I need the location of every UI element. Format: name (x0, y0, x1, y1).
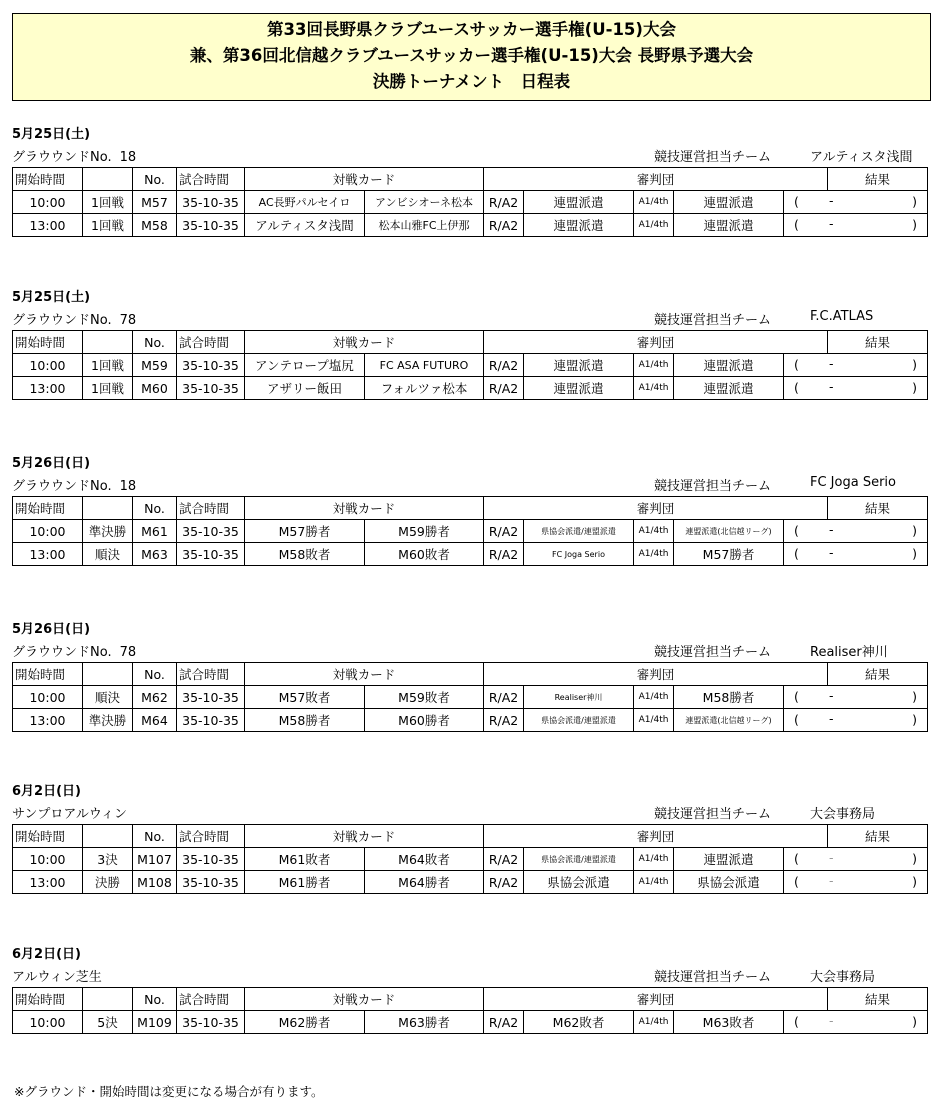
operating-team-name: アルティスタ浅間 (810, 150, 913, 165)
referee-primary: Realiser神川 (524, 686, 634, 709)
header-round (83, 988, 133, 1011)
referee-secondary: M57勝者 (674, 543, 784, 566)
ground-label: グラウウンドNo. (12, 479, 112, 494)
operating-team-label: 競技運営担当チーム (654, 479, 772, 494)
referee-secondary: 連盟派遣 (674, 377, 784, 400)
ra2-label: R/A2 (484, 543, 524, 566)
match-no: M61 (133, 520, 177, 543)
header-no: No. (133, 331, 177, 354)
result-open-paren: ( (794, 194, 799, 209)
header-round (83, 825, 133, 848)
result-score (784, 871, 928, 894)
header-duration: 試合時間 (177, 168, 245, 191)
header-duration: 試合時間 (177, 497, 245, 520)
match-duration: 35-10-35 (177, 191, 245, 214)
ground-info (12, 146, 136, 165)
away-team: M64敗者 (365, 848, 484, 871)
round: 順決 (83, 686, 133, 709)
referee-primary: 県協会派遣/連盟派遣 (524, 520, 634, 543)
referee-secondary: 連盟派遣 (674, 354, 784, 377)
home-team: AC長野パルセイロ (245, 191, 365, 214)
header-start-time: 開始時間 (13, 168, 83, 191)
referee-secondary: 連盟派遣(北信越リーグ) (674, 709, 784, 732)
match-no: M109 (133, 1011, 177, 1034)
result-open-paren: ( (794, 1014, 799, 1029)
header-start-time: 開始時間 (13, 825, 83, 848)
match-duration: 35-10-35 (177, 543, 245, 566)
ra2-label: R/A2 (484, 377, 524, 400)
result-score (784, 848, 928, 871)
referee-primary: 連盟派遣 (524, 354, 634, 377)
match-duration: 35-10-35 (177, 354, 245, 377)
section-date: 5月26日(日) (12, 622, 91, 637)
a14-label: A1/4th (634, 709, 674, 732)
away-team: M59敗者 (365, 686, 484, 709)
operating-team-info (654, 309, 874, 328)
schedule-table (12, 330, 928, 400)
a14-label: A1/4th (634, 520, 674, 543)
table-header-row (13, 988, 928, 1011)
header-round (83, 663, 133, 686)
start-time: 10:00 (13, 520, 83, 543)
match-duration: 35-10-35 (177, 377, 245, 400)
a14-label: A1/4th (634, 686, 674, 709)
result-separator: - (829, 1013, 834, 1028)
referee-secondary: 連盟派遣 (674, 214, 784, 237)
operating-team-label: 競技運営担当チーム (654, 150, 772, 165)
referee-secondary: 連盟派遣(北信越リーグ) (674, 520, 784, 543)
header-result: 結果 (828, 168, 928, 191)
round: 順決 (83, 543, 133, 566)
ra2-label: R/A2 (484, 354, 524, 377)
table-row (13, 686, 928, 709)
table-header-row (13, 331, 928, 354)
match-no: M59 (133, 354, 177, 377)
ra2-label: R/A2 (484, 709, 524, 732)
round: 決勝 (83, 871, 133, 894)
section-date: 5月25日(土) (12, 290, 91, 305)
header-referees: 審判団 (484, 663, 828, 686)
referee-primary: M62敗者 (524, 1011, 634, 1034)
table-row (13, 848, 928, 871)
home-team: M61勝者 (245, 871, 365, 894)
result-score (784, 354, 928, 377)
referee-primary: 県協会派遣/連盟派遣 (524, 848, 634, 871)
home-team: M61敗者 (245, 848, 365, 871)
result-score (784, 543, 928, 566)
match-no: M62 (133, 686, 177, 709)
match-no: M108 (133, 871, 177, 894)
schedule-table (12, 167, 928, 237)
result-open-paren: ( (794, 357, 799, 372)
home-team: アルティスタ浅間 (245, 214, 365, 237)
header-no: No. (133, 663, 177, 686)
home-team: アザリー飯田 (245, 377, 365, 400)
header-start-time: 開始時間 (13, 331, 83, 354)
operating-team-info (654, 966, 876, 985)
round: 準決勝 (83, 709, 133, 732)
away-team: M60勝者 (365, 709, 484, 732)
result-close-paren: ) (912, 874, 918, 889)
a14-label: A1/4th (634, 848, 674, 871)
match-duration: 35-10-35 (177, 214, 245, 237)
away-team: M59勝者 (365, 520, 484, 543)
table-header-row (13, 168, 928, 191)
operating-team-info (654, 146, 913, 165)
header-result: 結果 (828, 497, 928, 520)
section-date: 6月2日(日) (12, 784, 81, 799)
result-score (784, 686, 928, 709)
start-time: 13:00 (13, 377, 83, 400)
referee-primary: 連盟派遣 (524, 214, 634, 237)
result-close-paren: ) (912, 217, 918, 232)
home-team: M62勝者 (245, 1011, 365, 1034)
result-separator: - (829, 522, 834, 537)
ra2-label: R/A2 (484, 520, 524, 543)
a14-label: A1/4th (634, 543, 674, 566)
table-row (13, 520, 928, 543)
match-no: M107 (133, 848, 177, 871)
a14-label: A1/4th (634, 377, 674, 400)
result-close-paren: ) (912, 523, 918, 538)
header-start-time: 開始時間 (13, 663, 83, 686)
header-match-card: 対戦カード (245, 497, 484, 520)
schedule-table (12, 987, 928, 1034)
header-match-card: 対戦カード (245, 825, 484, 848)
result-open-paren: ( (794, 217, 799, 232)
schedule-table (12, 824, 928, 894)
result-open-paren: ( (794, 523, 799, 538)
referee-secondary: M58勝者 (674, 686, 784, 709)
ra2-label: R/A2 (484, 686, 524, 709)
away-team: M60敗者 (365, 543, 484, 566)
header-duration: 試合時間 (177, 825, 245, 848)
table-header-row (13, 663, 928, 686)
ground-info (12, 475, 136, 494)
round: 5決 (83, 1011, 133, 1034)
result-close-paren: ) (912, 1014, 918, 1029)
match-duration: 35-10-35 (177, 1011, 245, 1034)
table-row (13, 214, 928, 237)
header-round (83, 331, 133, 354)
start-time: 10:00 (13, 354, 83, 377)
start-time: 13:00 (13, 543, 83, 566)
result-close-paren: ) (912, 712, 918, 727)
table-row (13, 377, 928, 400)
section-date: 5月26日(日) (12, 456, 91, 471)
result-score (784, 1011, 928, 1034)
match-duration: 35-10-35 (177, 520, 245, 543)
header-round (83, 168, 133, 191)
away-team: 松本山雅FC上伊那 (365, 214, 484, 237)
result-score (784, 377, 928, 400)
match-no: M57 (133, 191, 177, 214)
ground-info (12, 966, 110, 985)
document-title-box (12, 13, 931, 101)
header-start-time: 開始時間 (13, 497, 83, 520)
start-time: 10:00 (13, 1011, 83, 1034)
header-referees: 審判団 (484, 497, 828, 520)
referee-primary: 県協会派遣/連盟派遣 (524, 709, 634, 732)
header-result: 結果 (828, 825, 928, 848)
header-referees: 審判団 (484, 825, 828, 848)
table-header-row (13, 825, 928, 848)
ground-number: 78 (119, 313, 137, 328)
operating-team-label: 競技運営担当チーム (654, 645, 772, 660)
result-score (784, 214, 928, 237)
result-separator: - (829, 711, 834, 726)
start-time: 13:00 (13, 709, 83, 732)
title-line-3: 決勝トーナメント 日程表 (372, 72, 571, 91)
start-time: 10:00 (13, 686, 83, 709)
header-match-card: 対戦カード (245, 168, 484, 191)
ground-label: グラウウンドNo. (12, 645, 112, 660)
result-score (784, 709, 928, 732)
referee-primary: 県協会派遣 (524, 871, 634, 894)
operating-team-name: 大会事務局 (810, 807, 876, 822)
ground-number: 18 (119, 479, 137, 494)
header-match-card: 対戦カード (245, 331, 484, 354)
header-referees: 審判団 (484, 331, 828, 354)
ra2-label: R/A2 (484, 1011, 524, 1034)
ra2-label: R/A2 (484, 871, 524, 894)
ground-label: グラウウンドNo. (12, 313, 112, 328)
ground-label: サンプロアルウィン (12, 807, 128, 822)
header-match-card: 対戦カード (245, 663, 484, 686)
ground-number: 78 (119, 645, 137, 660)
result-close-paren: ) (912, 194, 918, 209)
home-team: M58敗者 (245, 543, 365, 566)
home-team: M58勝者 (245, 709, 365, 732)
away-team: フォルツァ松本 (365, 377, 484, 400)
a14-label: A1/4th (634, 871, 674, 894)
result-close-paren: ) (912, 689, 918, 704)
result-open-paren: ( (794, 712, 799, 727)
match-no: M63 (133, 543, 177, 566)
referee-primary: 連盟派遣 (524, 377, 634, 400)
away-team: FC ASA FUTURO (365, 354, 484, 377)
header-start-time: 開始時間 (13, 988, 83, 1011)
match-duration: 35-10-35 (177, 686, 245, 709)
header-result: 結果 (828, 663, 928, 686)
result-separator: - (829, 850, 834, 865)
result-open-paren: ( (794, 380, 799, 395)
match-no: M60 (133, 377, 177, 400)
result-score (784, 191, 928, 214)
operating-team-info (654, 803, 876, 822)
ground-info (12, 803, 135, 822)
table-row (13, 354, 928, 377)
result-score (784, 520, 928, 543)
operating-team-label: 競技運営担当チーム (654, 970, 772, 985)
table-row (13, 871, 928, 894)
ground-label: グラウウンドNo. (12, 150, 112, 165)
header-no: No. (133, 168, 177, 191)
result-open-paren: ( (794, 546, 799, 561)
result-separator: - (829, 545, 834, 560)
a14-label: A1/4th (634, 214, 674, 237)
a14-label: A1/4th (634, 1011, 674, 1034)
result-close-paren: ) (912, 380, 918, 395)
ra2-label: R/A2 (484, 191, 524, 214)
header-referees: 審判団 (484, 168, 828, 191)
ra2-label: R/A2 (484, 848, 524, 871)
away-team: M63勝者 (365, 1011, 484, 1034)
referee-secondary: 連盟派遣 (674, 191, 784, 214)
start-time: 10:00 (13, 848, 83, 871)
header-no: No. (133, 825, 177, 848)
table-row (13, 1011, 928, 1034)
operating-team-info (654, 475, 896, 494)
round: 準決勝 (83, 520, 133, 543)
match-duration: 35-10-35 (177, 709, 245, 732)
referee-secondary: 県協会派遣 (674, 871, 784, 894)
start-time: 13:00 (13, 871, 83, 894)
ground-label: アルウィン芝生 (12, 970, 102, 985)
result-separator: - (829, 873, 834, 888)
table-row (13, 543, 928, 566)
header-no: No. (133, 988, 177, 1011)
header-result: 結果 (828, 331, 928, 354)
table-row (13, 191, 928, 214)
header-duration: 試合時間 (177, 663, 245, 686)
table-row (13, 709, 928, 732)
footer-note: ※グラウンド・開始時間は変更になる場合が有ります。 (14, 1084, 324, 1099)
operating-team-label: 競技運営担当チーム (654, 807, 772, 822)
operating-team-name: 大会事務局 (810, 970, 876, 985)
result-close-paren: ) (912, 357, 918, 372)
away-team: M64勝者 (365, 871, 484, 894)
result-open-paren: ( (794, 689, 799, 704)
referee-secondary: 連盟派遣 (674, 848, 784, 871)
home-team: アンテロープ塩尻 (245, 354, 365, 377)
operating-team-label: 競技運営担当チーム (654, 313, 772, 328)
header-duration: 試合時間 (177, 331, 245, 354)
operating-team-name: F.C.ATLAS (810, 309, 874, 324)
result-open-paren: ( (794, 874, 799, 889)
round: 1回戦 (83, 191, 133, 214)
round: 1回戦 (83, 377, 133, 400)
result-separator: - (829, 379, 834, 394)
result-separator: - (829, 356, 834, 371)
title-line-2: 兼、第36回北信越クラブユースサッカー選手権(U-15)大会 長野県予選大会 (189, 46, 754, 65)
a14-label: A1/4th (634, 191, 674, 214)
start-time: 10:00 (13, 191, 83, 214)
header-no: No. (133, 497, 177, 520)
round: 3決 (83, 848, 133, 871)
referee-primary: 連盟派遣 (524, 191, 634, 214)
result-close-paren: ) (912, 546, 918, 561)
round: 1回戦 (83, 214, 133, 237)
referee-primary: FC Joga Serio (524, 543, 634, 566)
result-open-paren: ( (794, 851, 799, 866)
ground-info (12, 309, 136, 328)
result-close-paren: ) (912, 851, 918, 866)
header-duration: 試合時間 (177, 988, 245, 1011)
home-team: M57勝者 (245, 520, 365, 543)
ground-info (12, 641, 136, 660)
match-duration: 35-10-35 (177, 848, 245, 871)
schedule-table (12, 496, 928, 566)
operating-team-name: Realiser神川 (810, 645, 888, 660)
title-line-1: 第33回長野県クラブユースサッカー選手権(U-15)大会 (267, 20, 676, 39)
result-separator: - (829, 688, 834, 703)
home-team: M57敗者 (245, 686, 365, 709)
result-separator: - (829, 193, 834, 208)
section-date: 6月2日(日) (12, 947, 81, 962)
header-referees: 審判団 (484, 988, 828, 1011)
start-time: 13:00 (13, 214, 83, 237)
operating-team-info (654, 641, 888, 660)
header-round (83, 497, 133, 520)
schedule-table (12, 662, 928, 732)
header-result: 結果 (828, 988, 928, 1011)
referee-secondary: M63敗者 (674, 1011, 784, 1034)
section-date: 5月25日(土) (12, 127, 91, 142)
ra2-label: R/A2 (484, 214, 524, 237)
table-header-row (13, 497, 928, 520)
a14-label: A1/4th (634, 354, 674, 377)
operating-team-name: FC Joga Serio (810, 475, 896, 490)
ground-number: 18 (119, 150, 137, 165)
away-team: アンビシオーネ松本 (365, 191, 484, 214)
match-duration: 35-10-35 (177, 871, 245, 894)
result-separator: - (829, 216, 834, 231)
match-no: M64 (133, 709, 177, 732)
round: 1回戦 (83, 354, 133, 377)
header-match-card: 対戦カード (245, 988, 484, 1011)
match-no: M58 (133, 214, 177, 237)
